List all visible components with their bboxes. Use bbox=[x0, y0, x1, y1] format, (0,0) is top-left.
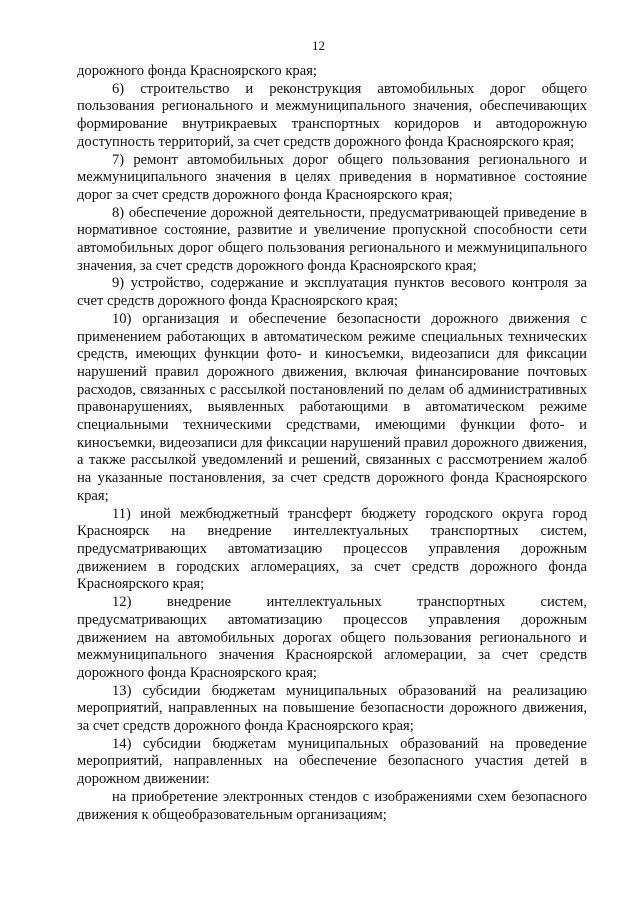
paragraph-subitem-stands: на приобретение электронных стендов с изображениями схем безопасного движения к общеобразовательным организациям; bbox=[77, 788, 587, 823]
paragraph-item-8: 8) обеспечение дорожной деятельности, предусматривающей приведение в нормативное состояние, развитие и увеличение пропускной способности сети автомобильных дорог общего пользования регионального и межмуниципального значения, за счет средств дорожного фонда Красноярского края; bbox=[77, 204, 587, 274]
paragraph-item-6: 6) строительство и реконструкция автомобильных дорог общего пользования регионального и межмуниципального значения, обеспечивающих формирование внутрикраевых транспортных коридоров и автодорожную доступность территорий, за счет средств дорожного фонда Красноярского края; bbox=[77, 80, 587, 150]
paragraph-item-12: 12) внедрение интеллектуальных транспортных систем, предусматривающих автоматизацию процессов управления дорожным движением на автомобильных дорогах общего пользования регионального и межмуниципального значения Красноярской агломерации, за счет средств дорожного фонда Красноярского края; bbox=[77, 594, 587, 681]
paragraph-item-7: 7) ремонт автомобильных дорог общего пользования регионального и межмуниципального значения в целях приведения в нормативное состояние дорог за счет средств дорожного фонда Красноярского края; bbox=[77, 151, 587, 203]
page-number: 12 bbox=[312, 38, 325, 53]
paragraph-item-14: 14) субсидии бюджетам муниципальных образований на проведение мероприятий, направленных на обеспечение безопасного участия детей в дорожном движении: bbox=[77, 735, 587, 788]
paragraph-item-11: 11) иной межбюджетный трансферт бюджету городского округа город Красноярск на внедрение интеллектуальных транспортных систем, предусматривающих автоматизацию процессов управления дорожным движением в городских агломерациях, за счет средств дорожного фонда Красноярского края; bbox=[77, 505, 587, 593]
paragraph-item-9: 9) устройство, содержание и эксплуатация пунктов весового контроля за счет средств дорожного фонда Красноярского края; bbox=[77, 275, 587, 310]
paragraph-item-10: 10) организация и обеспечение безопасности дорожного движения с применением работающих в автоматическом режиме специальных технических средств, имеющих функции фото- и киносъемки, видеозаписи для фиксации нарушений правил дорожного движения, включая финансирование почтовых расходов, связанных с рассылкой постановлений по делам об административных правонарушениях, выявленных работающими в автоматическом режиме специальными техническими средствами, имеющими функции фото- и киносъемки, видеозаписи для фиксации нарушений правил дорожного движения, а также рассылкой уведомлений и решений, связанных с рассмотрением жалоб на указанные постановления, за счет средств дорожного фонда Красноярского края; bbox=[77, 310, 587, 504]
paragraph-continuation: дорожного фонда Красноярского края; bbox=[77, 63, 317, 79]
document-body bbox=[77, 63, 587, 824]
paragraph-item-13: 13) субсидии бюджетам муниципальных образований на реализацию мероприятий, направленных на повышение безопасности дорожного движения, за счет средств дорожного фонда Красноярского края; bbox=[77, 682, 587, 735]
